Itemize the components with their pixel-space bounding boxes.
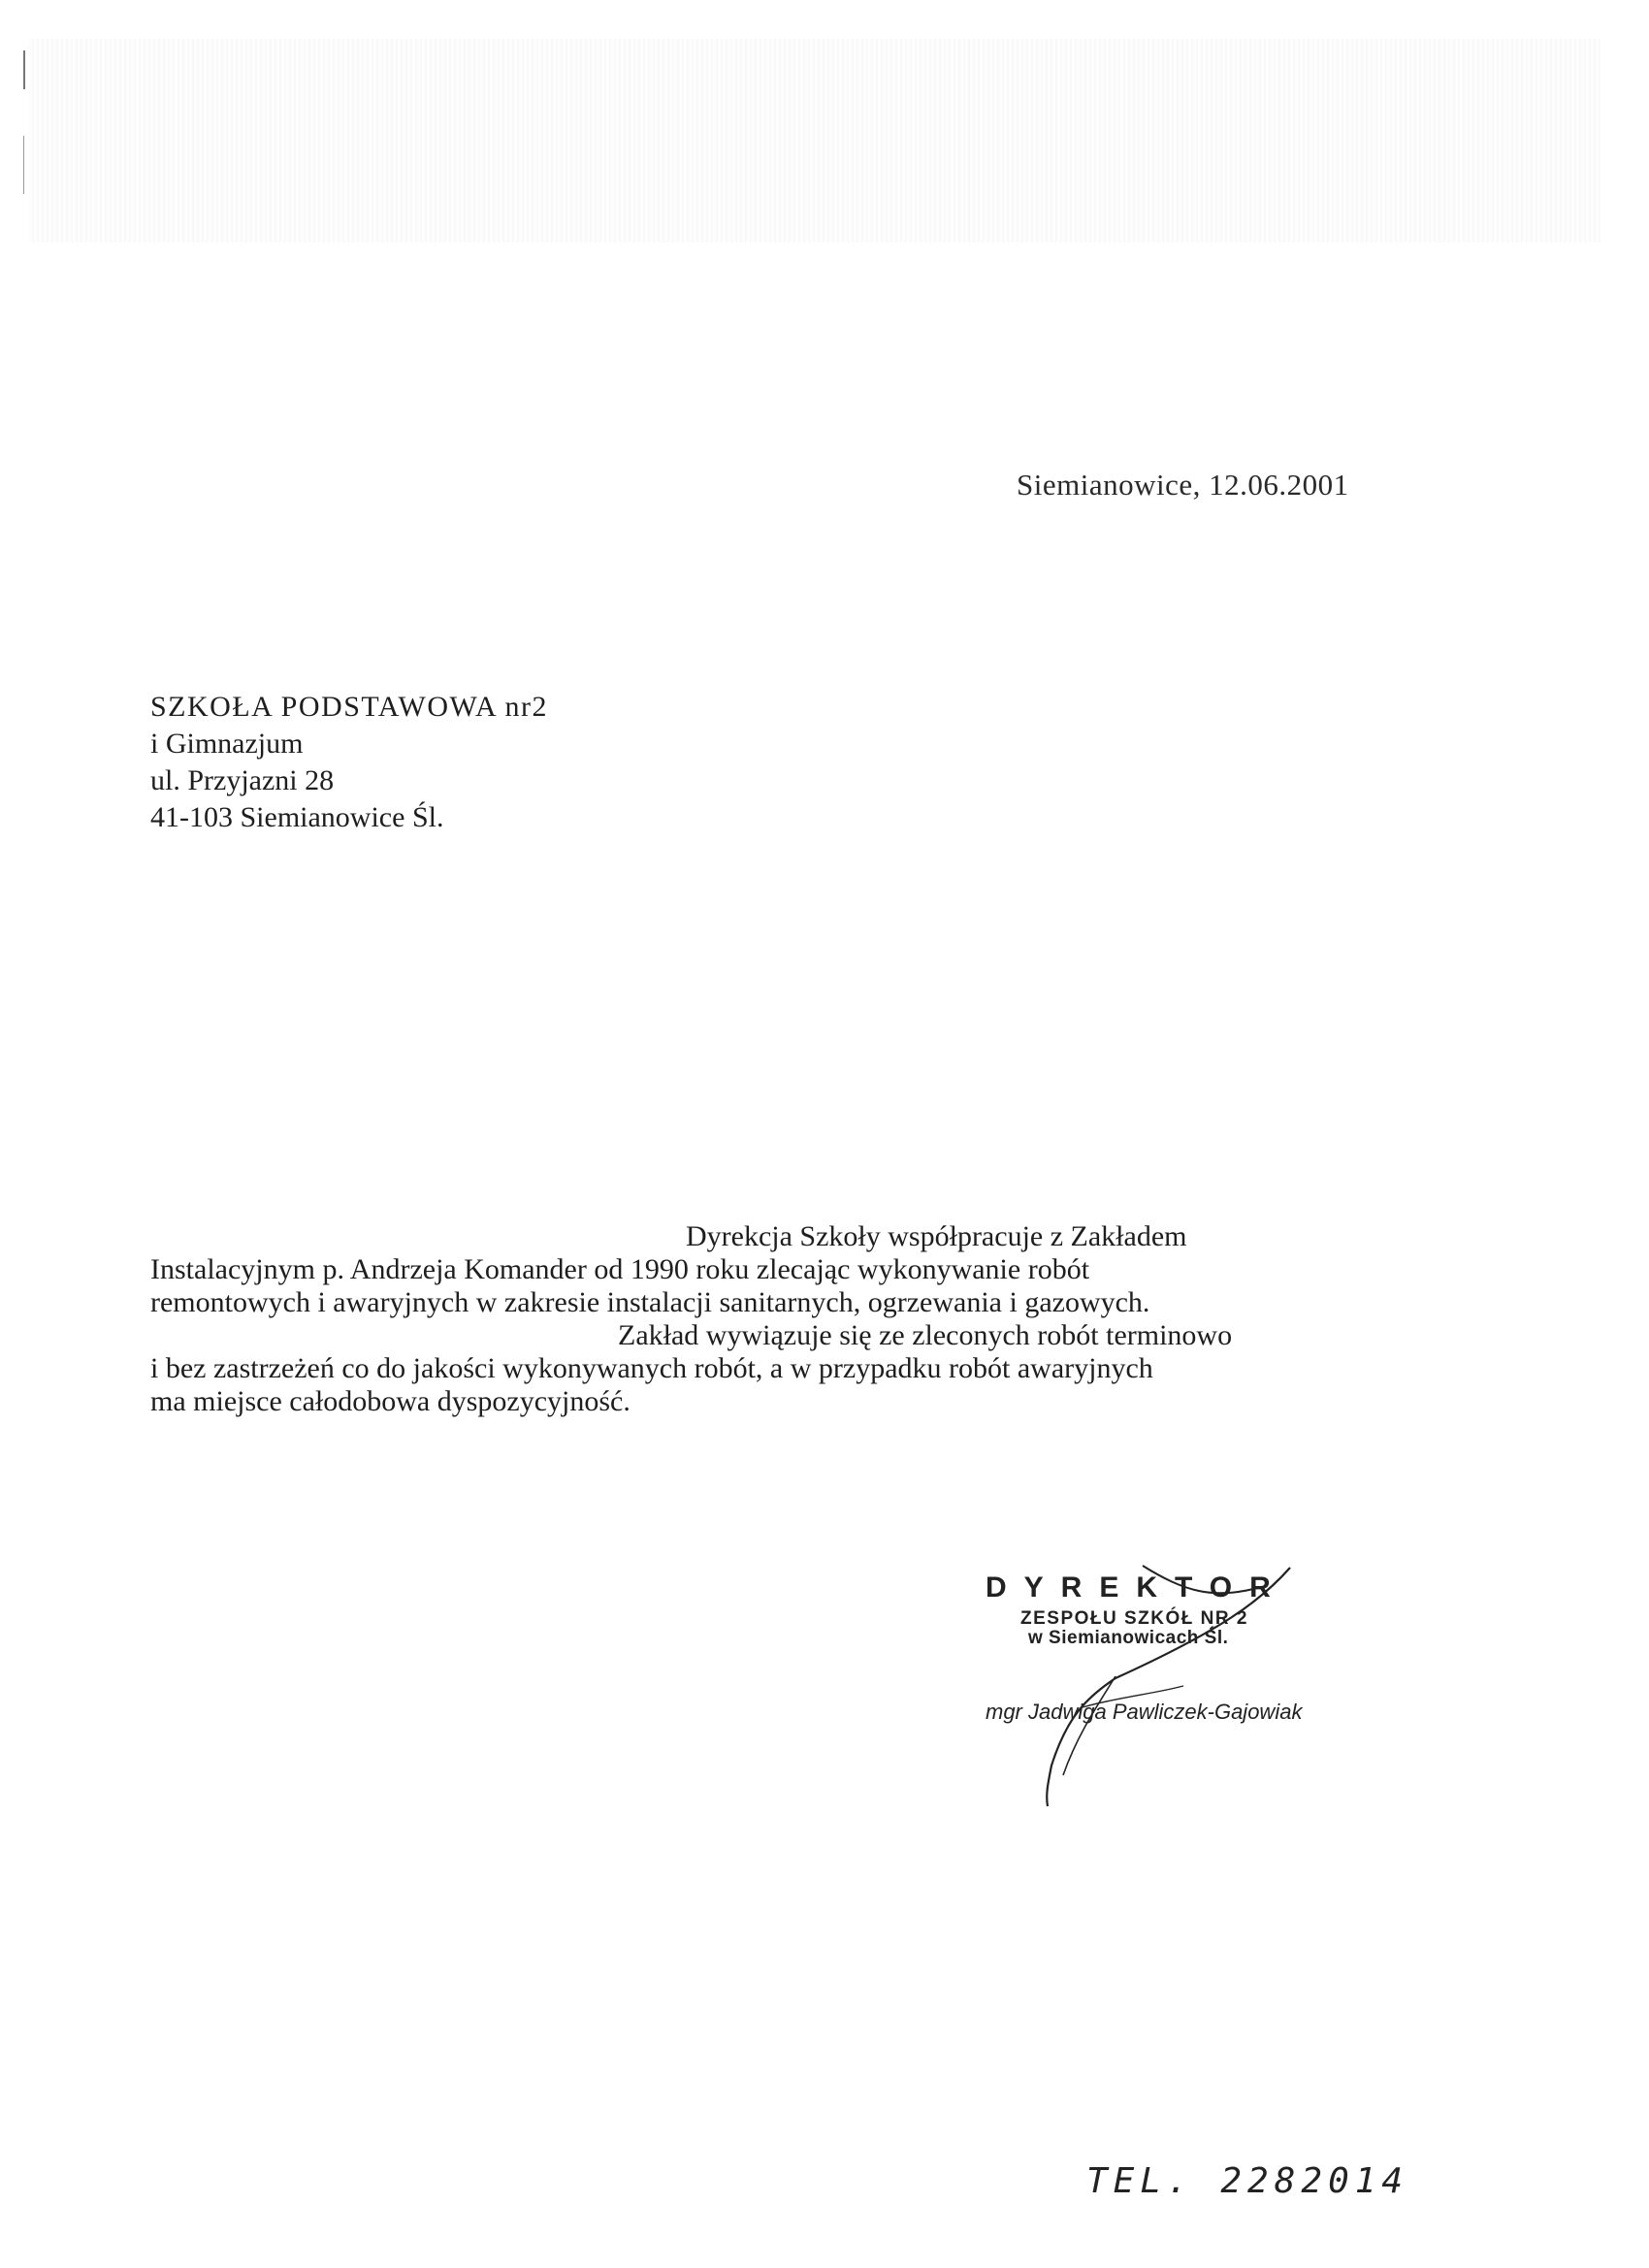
body-line: ma miejsce całodobowa dyspozycyjność.: [150, 1385, 630, 1417]
scan-edge-mark: [23, 50, 25, 89]
recipient-school-name: SZKOŁA PODSTAWOWA nr2: [150, 691, 549, 723]
recipient-street: ul. Przyjazni 28: [150, 764, 335, 796]
scan-artifact: [29, 39, 1600, 243]
stamp-person-name: mgr Jadwiga Pawliczek-Gajowiak: [986, 1700, 1303, 1724]
body-line: i bez zastrzeżeń co do jakości wykonywanych robót, a w przypadku robót awaryjnych: [150, 1352, 1153, 1384]
stamp-title: DYREKTOR: [986, 1571, 1288, 1604]
letter-body: [150, 1220, 1295, 1418]
scan-edge-mark: [23, 136, 24, 194]
recipient-school-sub: i Gimnazjum: [150, 728, 304, 760]
signature-stroke: [1143, 1566, 1261, 1593]
signature-stroke: [1047, 1568, 1290, 1806]
stamp-subtitle: ZESPOŁU SZKÓŁ NR 2: [1020, 1608, 1248, 1629]
body-line: Zakład wywiązuje się ze zleconych robót terminowo: [618, 1319, 1233, 1351]
handwritten-phone-note: TEL. 2282014: [1086, 2161, 1409, 2201]
stamp-subtitle-city: w Siemianowicach Śl.: [1028, 1628, 1229, 1648]
handwritten-signature: [970, 1562, 1358, 1833]
recipient-address: [150, 689, 548, 836]
body-line: remontowych i awaryjnych w zakresie instalacji sanitarnych, ogrzewania i gazowych.: [150, 1286, 1150, 1318]
signature-stroke: [1063, 1676, 1116, 1775]
body-line: Dyrekcja Szkoły współpracuje z Zakładem: [686, 1220, 1187, 1252]
letter-date: Siemianowice, 12.06.2001: [1017, 468, 1349, 502]
recipient-city: 41-103 Siemianowice Śl.: [150, 801, 444, 833]
body-line: Instalacyjnym p. Andrzeja Komander od 1990 roku zlecając wykonywanie robót: [150, 1253, 1090, 1285]
